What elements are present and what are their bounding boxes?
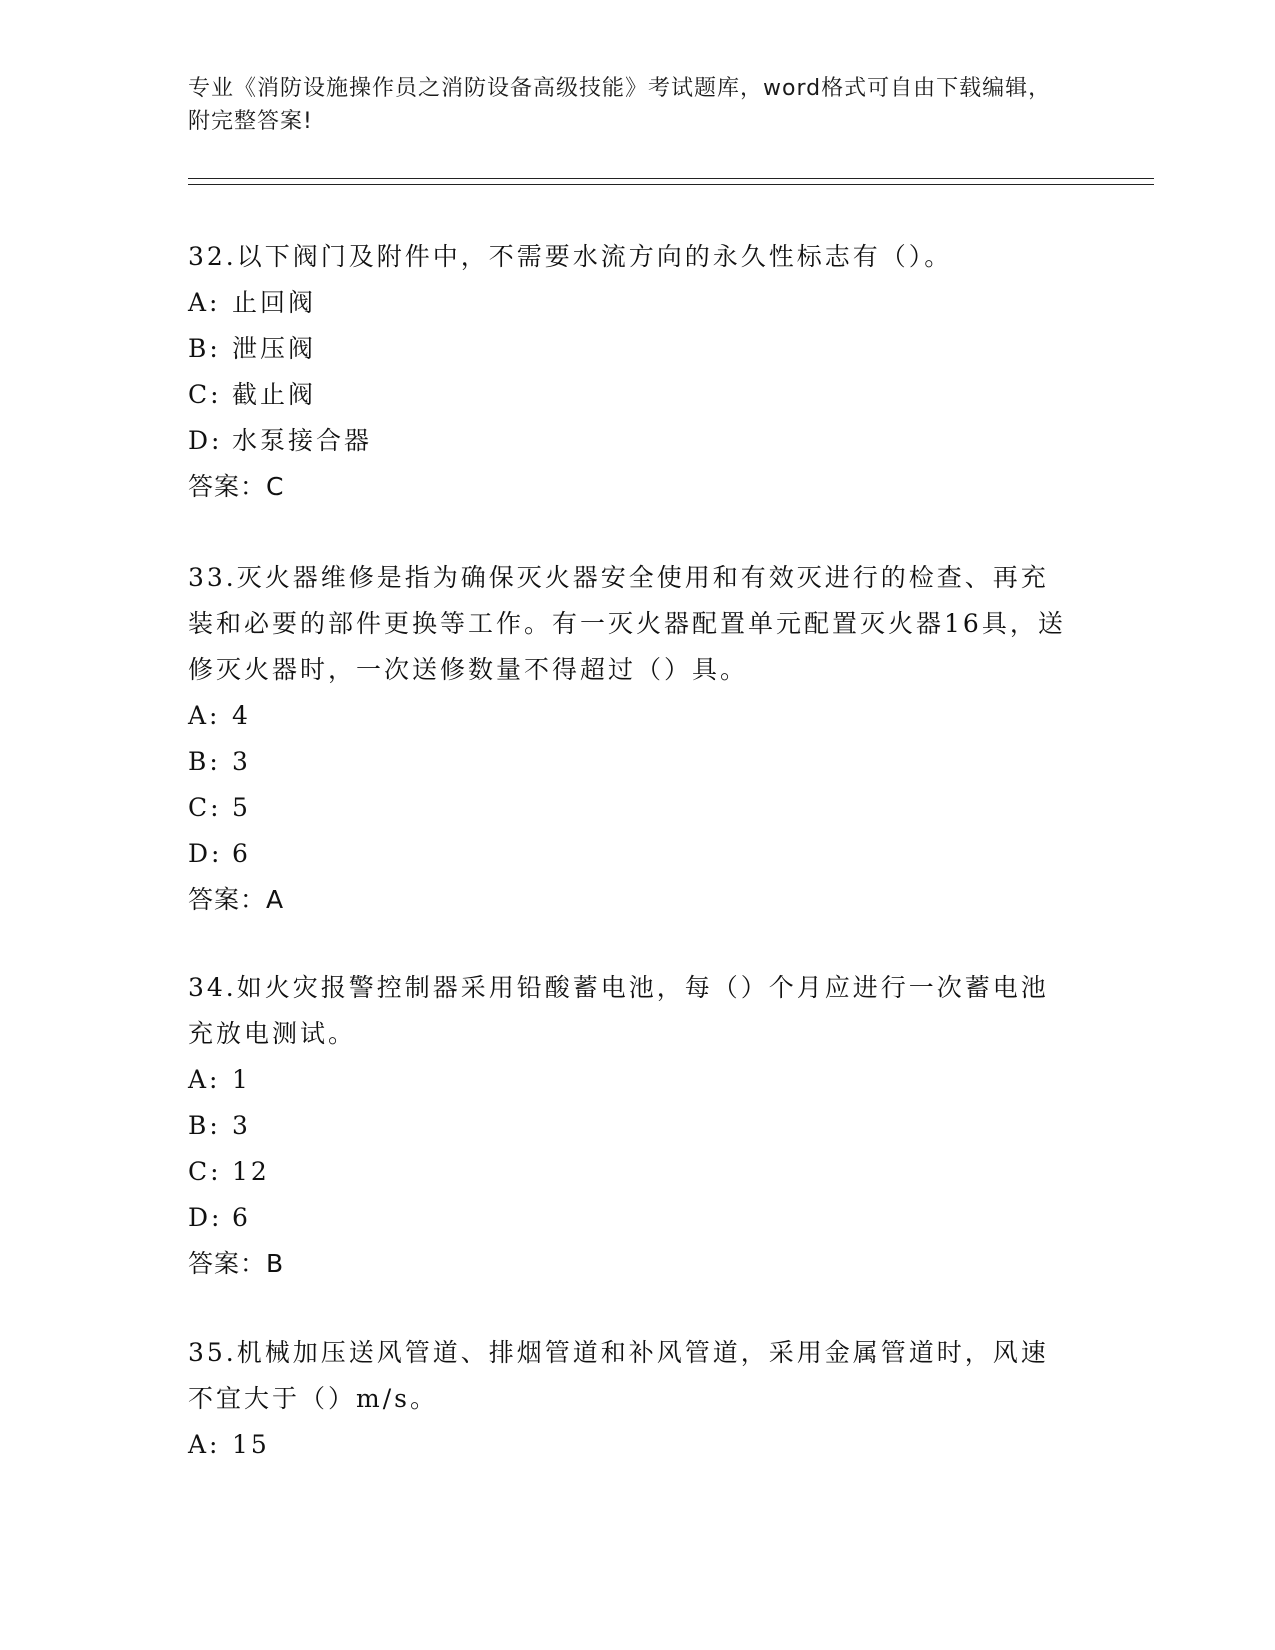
option-key: B:	[188, 1111, 221, 1140]
option-text: 泄压阀	[232, 334, 317, 363]
option-text: 5	[232, 793, 251, 822]
answer-line: 答案：B	[188, 1249, 285, 1278]
option-text: 止回阀	[232, 288, 317, 317]
option-text: 水泵接合器	[232, 426, 373, 455]
question-34	[188, 965, 1068, 1287]
option-key: B:	[188, 747, 221, 776]
option-text: 6	[232, 1203, 251, 1232]
option-key: A:	[188, 701, 221, 730]
question-stem: 33.灭火器维修是指为确保灭火器安全使用和有效灭进行的检查、再充装和必要的部件更换等工作。有一灭火器配置单元配置灭火器16具，送修灭火器时，一次送修数量不得超过（）具。	[188, 563, 1066, 684]
option-text: 4	[232, 701, 251, 730]
option-b	[188, 326, 1068, 372]
option-d	[188, 1195, 1068, 1241]
question-33	[188, 555, 1068, 923]
question-stem: 34.如火灾报警控制器采用铅酸蓄电池，每（）个月应进行一次蓄电池充放电测试。	[188, 973, 1049, 1048]
option-key: C:	[188, 1157, 222, 1186]
option-c	[188, 1149, 1068, 1195]
answer-line: 答案：C	[188, 472, 285, 501]
option-text: 3	[232, 1111, 251, 1140]
option-key: A:	[188, 1430, 221, 1459]
option-key: D:	[188, 1203, 223, 1232]
option-text: 15	[232, 1430, 270, 1459]
question-32	[188, 234, 1068, 510]
option-c	[188, 785, 1068, 831]
option-c	[188, 372, 1068, 418]
option-text: 1	[232, 1065, 251, 1094]
option-key: C:	[188, 380, 222, 409]
option-d	[188, 418, 1068, 464]
option-a	[188, 693, 1068, 739]
option-key: C:	[188, 793, 222, 822]
option-key: A:	[188, 1065, 221, 1094]
option-key: B:	[188, 334, 221, 363]
option-d	[188, 831, 1068, 877]
option-key: A:	[188, 288, 221, 317]
option-text: 12	[232, 1157, 270, 1186]
option-key: D:	[188, 426, 223, 455]
question-stem: 32.以下阀门及附件中，不需要水流方向的永久性标志有（）。	[188, 242, 953, 271]
question-stem: 35.机械加压送风管道、排烟管道和补风管道，采用金属管道时，风速不宜大于（）m/s。	[188, 1338, 1049, 1413]
answer-line: 答案：A	[188, 885, 285, 914]
option-b	[188, 1103, 1068, 1149]
option-text: 截止阀	[232, 380, 317, 409]
header-divider-top	[188, 178, 1154, 179]
option-a	[188, 1057, 1068, 1103]
option-text: 3	[232, 747, 251, 776]
option-a	[188, 1422, 1068, 1468]
option-text: 6	[232, 839, 251, 868]
option-a	[188, 280, 1068, 326]
option-key: D:	[188, 839, 223, 868]
question-35	[188, 1330, 1068, 1468]
document-header: 专业《消防设施操作员之消防设备高级技能》考试题库，word格式可自由下载编辑，附完整答案!	[188, 76, 1052, 134]
option-b	[188, 739, 1068, 785]
header-divider-bottom	[188, 184, 1154, 185]
